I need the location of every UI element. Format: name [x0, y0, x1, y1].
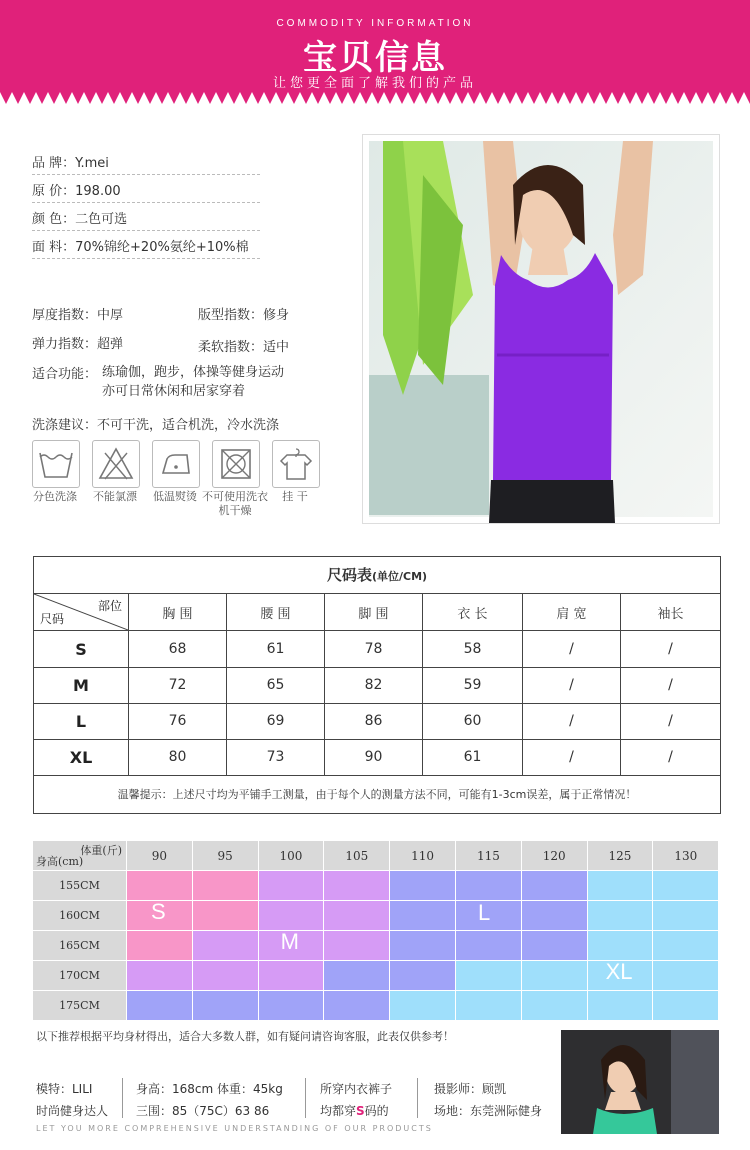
corner-part: 部位	[97, 599, 122, 613]
footer-en: LET YOU MORE COMPREHENSIVE UNDERSTANDING OF OUR PRODUCTS	[36, 1124, 433, 1133]
header-zigzag	[0, 92, 750, 104]
grid-cell-xl	[588, 901, 654, 931]
grid-cell-l	[522, 931, 588, 961]
size-table-header	[34, 594, 720, 631]
model-height: 身高：168cm 体重：45kg	[136, 1082, 283, 1096]
page-title: 宝贝信息	[303, 38, 447, 78]
model-illustration	[363, 135, 719, 523]
grid-cell-l	[390, 931, 456, 961]
size-value: 61	[422, 739, 522, 775]
size-value: 76	[128, 703, 226, 739]
weight-header: 100	[259, 841, 325, 871]
size-value: 65	[226, 667, 324, 703]
size-value: 72	[128, 667, 226, 703]
grid-cell-m	[127, 961, 193, 991]
photographer: 摄影师：顾凯	[434, 1082, 507, 1096]
grid-cell-l	[324, 961, 390, 991]
col-header: 袖长	[620, 594, 720, 630]
grid-cell-m	[259, 871, 325, 901]
grid-cell-xl	[522, 961, 588, 991]
height-row-label: 155CM	[33, 871, 127, 901]
grid-corner	[33, 841, 127, 871]
col-header: 胸 围	[128, 594, 226, 630]
size-zone-label: XL	[605, 959, 633, 984]
care-label: 挂 干	[282, 490, 308, 503]
weight-header: 90	[127, 841, 193, 871]
hang-dry-icon	[272, 440, 320, 488]
grid-cell-l	[522, 871, 588, 901]
attr-soft: 柔软指数：适中	[198, 340, 290, 355]
grid-cell-xl	[588, 871, 654, 901]
grid-cell-l	[456, 871, 522, 901]
size-row	[34, 739, 720, 776]
attr-fit: 版型指数：修身	[198, 308, 290, 323]
grid-cell-xl	[390, 991, 456, 1021]
inner-line1: 所穿内衣裤子	[320, 1082, 393, 1096]
size-zone-label: L	[478, 900, 491, 925]
grid-cell-s	[127, 871, 193, 901]
size-value: 78	[324, 631, 422, 667]
corner-size: 尺码	[40, 612, 65, 626]
care-label: 低温熨烫	[153, 490, 197, 503]
size-value: 82	[324, 667, 422, 703]
divider	[305, 1078, 306, 1118]
grid-cell-l	[522, 901, 588, 931]
inner-line2: 均都穿S码的	[320, 1104, 389, 1118]
weight-header: 115	[456, 841, 522, 871]
model-photo	[561, 1030, 719, 1134]
size-zone-label: M	[280, 929, 299, 954]
model-desc: 时尚健身达人	[36, 1104, 109, 1118]
grid-cell-l	[456, 931, 522, 961]
grid-cell-xl	[588, 931, 654, 961]
col-header: 肩 宽	[522, 594, 620, 630]
weight-header: 95	[193, 841, 259, 871]
grid-cell-xl	[522, 991, 588, 1021]
size-row	[34, 703, 720, 740]
height-axis-label: 身高(cm)	[36, 855, 84, 868]
grid-cell-l	[193, 991, 259, 1021]
col-header: 腰 围	[226, 594, 324, 630]
grid-cell-xl	[588, 991, 654, 1021]
size-value: /	[620, 667, 720, 703]
care-label: 不能氯漂	[93, 490, 137, 503]
attr-elastic: 弹力指数：超弹	[32, 337, 124, 352]
size-table-title: 尺码表(单位/CM)	[34, 557, 720, 594]
attr-use-k: 适合功能：	[32, 367, 98, 382]
height-row-label: 165CM	[33, 931, 127, 961]
height-row-label: 160CM	[33, 901, 127, 931]
grid-cell-m	[259, 901, 325, 931]
size-value: 68	[128, 631, 226, 667]
size-value: 61	[226, 631, 324, 667]
location: 场地：东莞洲际健身	[434, 1104, 543, 1118]
info-price: 原 价：198.00	[32, 180, 260, 203]
size-value: 80	[128, 739, 226, 775]
size-label: L	[75, 711, 87, 731]
care-label: 不可使用洗衣机干燥	[202, 490, 268, 517]
grid-cell-xl	[653, 871, 719, 901]
size-value: /	[620, 631, 720, 667]
attr-wash: 洗涤建议：不可干洗，适合机洗，冷水洗涤	[32, 418, 280, 433]
low-iron-icon	[152, 440, 200, 488]
grid-cell-s	[193, 871, 259, 901]
size-value: 60	[422, 703, 522, 739]
grid-cell-xl	[653, 931, 719, 961]
grid-cell-l	[259, 991, 325, 1021]
size-value: /	[522, 739, 620, 775]
grid-cell-xl	[653, 901, 719, 931]
size-zone-label: S	[151, 899, 166, 924]
header-subtitle: 让您更全面了解我们的产品	[272, 76, 477, 91]
weight-header: 110	[390, 841, 456, 871]
grid-cell-m	[324, 901, 390, 931]
height-row-label: 170CM	[33, 961, 127, 991]
header-en: COMMODITY INFORMATION	[276, 18, 474, 29]
corner-cell	[34, 594, 128, 630]
divider	[122, 1078, 123, 1118]
weight-header: 130	[653, 841, 719, 871]
size-label: XL	[69, 747, 93, 767]
size-label: M	[73, 675, 89, 695]
size-label: S	[75, 639, 87, 659]
size-value: /	[620, 703, 720, 739]
size-note: 温馨提示：上述尺寸均为平铺手工测量，由于每个人的测量方法不同，可能有1-3cm误差，属于正常情况！	[117, 788, 637, 801]
info-brand: 品 牌：Y.mei	[32, 152, 260, 175]
size-table	[33, 556, 721, 814]
size-value: 73	[226, 739, 324, 775]
size-value: /	[620, 739, 720, 775]
grid-cell-xl	[653, 961, 719, 991]
attr-use-v: 练瑜伽，跑步，体操等健身运动 亦可日常休闲和居家穿着	[102, 365, 285, 399]
grid-cell-s	[127, 931, 193, 961]
size-row	[34, 631, 720, 668]
size-value: /	[522, 667, 620, 703]
col-header: 脚 围	[324, 594, 422, 630]
grid-cell-l	[390, 871, 456, 901]
info-color: 颜 色：二色可选	[32, 208, 260, 231]
grid-cell-s	[193, 901, 259, 931]
wash-tub-icon	[32, 440, 80, 488]
grid-cell-m	[193, 931, 259, 961]
size-value: /	[522, 631, 620, 667]
weight-axis-label: 体重(斤)	[80, 844, 122, 857]
grid-cell-m	[193, 961, 259, 991]
care-label: 分色洗涤	[33, 490, 77, 503]
model-measure: 三围：85（75C）63 86	[136, 1104, 270, 1118]
model-name: 模特：LILI	[36, 1082, 93, 1096]
grid-cell-m	[324, 871, 390, 901]
grid-cell-l	[390, 901, 456, 931]
size-value: /	[522, 703, 620, 739]
grid-cell-l	[127, 991, 193, 1021]
height-row-label: 175CM	[33, 991, 127, 1021]
divider	[417, 1078, 418, 1118]
grid-cell-xl	[653, 991, 719, 1021]
weight-header: 120	[522, 841, 588, 871]
info-fabric: 面 料：70%锦纶+20%氨纶+10%棉	[32, 236, 260, 259]
grid-cell-xl	[456, 961, 522, 991]
grid-cell-m	[324, 931, 390, 961]
attr-thickness: 厚度指数：中厚	[32, 308, 124, 323]
no-tumble-dry-icon	[212, 440, 260, 488]
size-value: 58	[422, 631, 522, 667]
size-value: 59	[422, 667, 522, 703]
size-row	[34, 667, 720, 704]
product-photo	[362, 134, 720, 524]
grid-cell-l	[324, 991, 390, 1021]
weight-header: 105	[324, 841, 390, 871]
grid-cell-m	[259, 961, 325, 991]
grid-cell-l	[390, 961, 456, 991]
size-value: 69	[226, 703, 324, 739]
col-header: 衣 长	[422, 594, 522, 630]
size-value: 86	[324, 703, 422, 739]
no-bleach-icon	[92, 440, 140, 488]
size-value: 90	[324, 739, 422, 775]
grid-cell-xl	[456, 991, 522, 1021]
weight-header: 125	[588, 841, 654, 871]
recommend-note: 以下推荐根据平均身材得出，适合大多数人群，如有疑问请咨询客服，此表仅供参考！	[36, 1030, 454, 1043]
